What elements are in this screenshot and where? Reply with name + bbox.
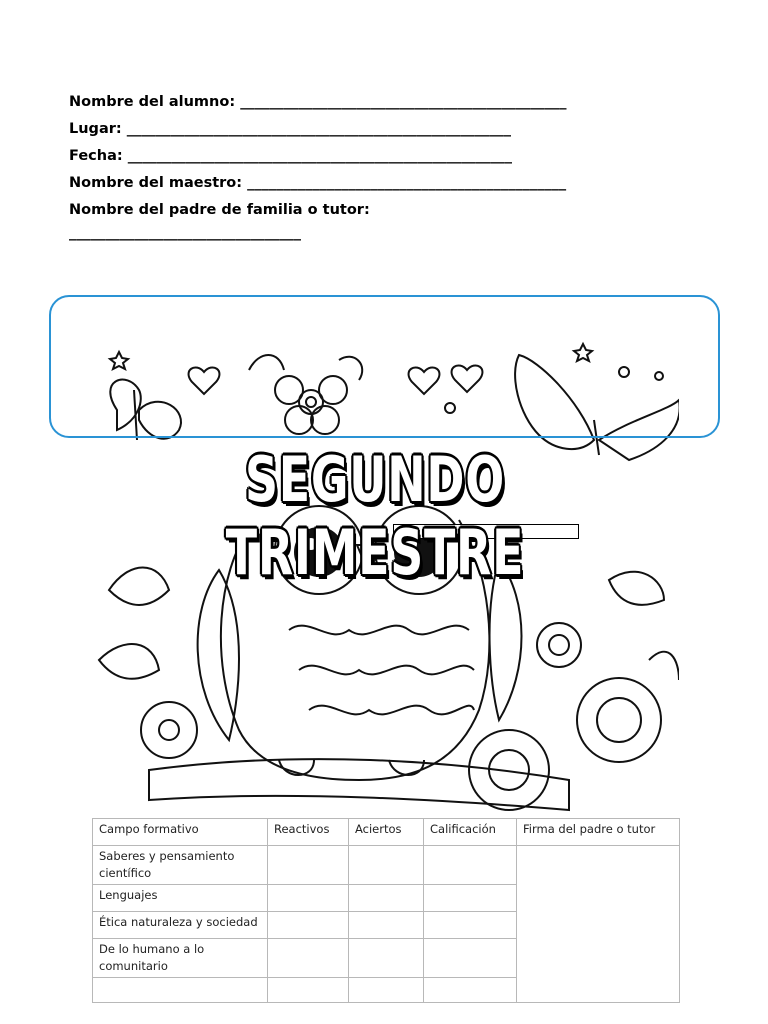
row-label — [93, 978, 268, 1003]
flowers-bottom — [99, 568, 679, 811]
header-reactivos: Reactivos — [268, 819, 349, 846]
row-label: Lenguajes — [93, 885, 268, 912]
calificacion-cell[interactable] — [424, 885, 517, 912]
teacher-name-blank[interactable]: ____________________________________________ — [247, 175, 567, 191]
date-field[interactable] — [69, 145, 709, 172]
calificacion-cell[interactable] — [424, 939, 517, 978]
aciertos-cell[interactable] — [349, 912, 424, 939]
cover-title: SEGUNDO TRIMESTRE — [225, 443, 525, 589]
teacher-name-label: Nombre del maestro: — [69, 175, 243, 191]
table-header-row — [93, 819, 680, 846]
parent-name-label: Nombre del padre de familia o tutor: — [69, 202, 370, 218]
reactivos-cell[interactable] — [268, 912, 349, 939]
header-campo-formativo: Campo formativo — [93, 819, 268, 846]
parent-name-blank[interactable]: ________________________________ — [69, 225, 301, 241]
student-name-label: Nombre del alumno: — [69, 94, 236, 110]
signature-cell[interactable] — [517, 846, 680, 1003]
table-row — [93, 846, 680, 885]
date-blank[interactable]: _____________________________________________________ — [127, 148, 512, 164]
header-calificacion: Calificación — [424, 819, 517, 846]
cover-frame — [49, 295, 720, 438]
grades-table — [92, 818, 680, 1003]
place-blank[interactable]: _____________________________________________________ — [126, 121, 511, 137]
reactivos-cell[interactable] — [268, 846, 349, 885]
header-firma: Firma del padre o tutor — [517, 819, 680, 846]
reactivos-cell[interactable] — [268, 939, 349, 978]
row-label: De lo humano a lo comunitario — [93, 939, 268, 978]
calificacion-cell[interactable] — [424, 912, 517, 939]
parent-name-field — [69, 199, 709, 226]
date-label: Fecha: — [69, 148, 123, 164]
student-name-blank[interactable]: _____________________________________________ — [240, 94, 567, 110]
row-label: Saberes y pensamiento científico — [93, 846, 268, 885]
reactivos-cell[interactable] — [268, 978, 349, 1003]
reactivos-cell[interactable] — [268, 885, 349, 912]
aciertos-cell[interactable] — [349, 978, 424, 1003]
calificacion-cell[interactable] — [424, 846, 517, 885]
place-field[interactable] — [69, 118, 709, 145]
calificacion-cell[interactable] — [424, 978, 517, 1003]
aciertos-cell[interactable] — [349, 939, 424, 978]
row-label: Ética naturaleza y sociedad — [93, 912, 268, 939]
place-label: Lugar: — [69, 121, 122, 137]
aciertos-cell[interactable] — [349, 846, 424, 885]
student-name-field[interactable] — [69, 91, 709, 118]
teacher-name-field[interactable] — [69, 172, 709, 199]
header-aciertos: Aciertos — [349, 819, 424, 846]
aciertos-cell[interactable] — [349, 885, 424, 912]
student-info-form — [69, 91, 709, 226]
